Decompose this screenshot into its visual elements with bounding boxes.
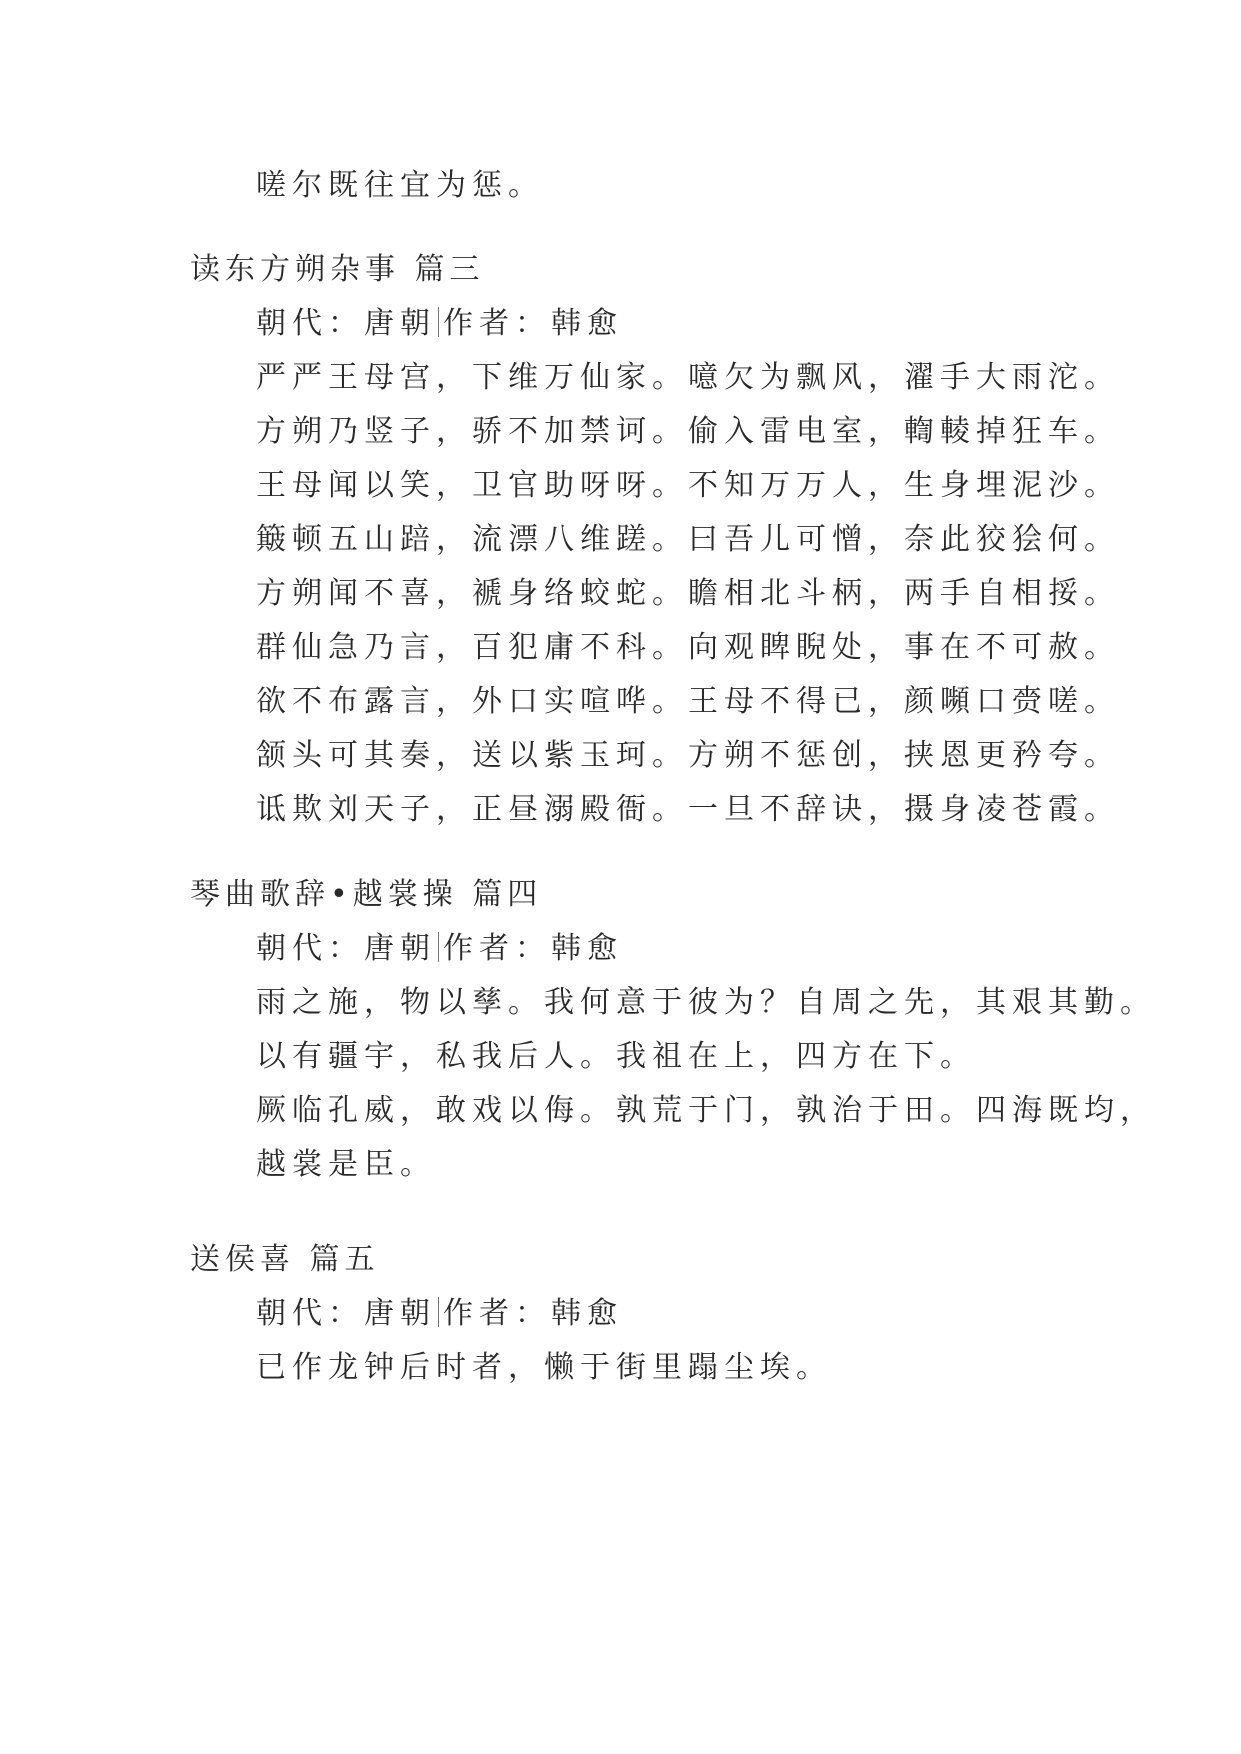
poem-meta xyxy=(256,929,623,969)
poem-line: 群仙急乃言，百犯庸不科。向观睥睨处，事在不可赦。 xyxy=(256,630,1120,665)
dynasty: 唐朝 xyxy=(364,1296,436,1331)
poem-meta xyxy=(256,304,623,344)
poem-line: 已作龙钟后时者，懒于街里蹋尘埃。 xyxy=(256,1350,832,1385)
poem-title-text: 读东方朔杂事 xyxy=(190,252,400,287)
author-label: 作者： xyxy=(443,1296,551,1331)
dynasty: 唐朝 xyxy=(364,306,436,341)
poem-part: 篇四 xyxy=(472,877,543,912)
dynasty-label: 朝代： xyxy=(256,931,364,966)
meta-separator xyxy=(438,1297,439,1327)
poem-line: 欲不布露言，外口实喧哗。王母不得已，颜嚬口赍嗟。 xyxy=(256,684,1120,719)
author-label: 作者： xyxy=(443,931,551,966)
poem-line: 簸顿五山踣，流漂八维蹉。曰吾儿可憎，奈此狡狯何。 xyxy=(256,522,1120,557)
poem-line: 诋欺刘天子，正昼溺殿衙。一旦不辞诀，摄身凌苍霞。 xyxy=(256,792,1120,827)
dynasty-label: 朝代： xyxy=(256,1296,364,1331)
poem-line: 王母闻以笑，卫官助呀呀。不知万万人，生身埋泥沙。 xyxy=(256,468,1120,503)
poem-line: 方朔闻不喜，褫身络蛟蛇。瞻相北斗柄，两手自相挼。 xyxy=(256,576,1120,611)
poem-line: 方朔乃竖子，骄不加禁诃。偷入雷电室，輷輘掉狂车。 xyxy=(256,414,1120,449)
poem-line: 以有疆宇，私我后人。我祖在上，四方在下。 xyxy=(256,1039,976,1074)
poem-line: 雨之施，物以孳。我何意于彼为？自周之先，其艰其勤。 xyxy=(256,985,1156,1020)
author: 韩愈 xyxy=(551,931,623,966)
author: 韩愈 xyxy=(551,306,623,341)
poem-part: 篇三 xyxy=(414,252,485,287)
meta-separator xyxy=(438,307,439,337)
poem-title xyxy=(190,250,485,290)
poem-line: 厥临孔威，敢戏以侮。孰荒于门，孰治于田。四海既均， xyxy=(256,1093,1156,1128)
intro-line: 嗟尔既往宜为惩。 xyxy=(256,168,544,203)
poem-title xyxy=(190,875,542,915)
poem-meta xyxy=(256,1294,623,1334)
poem-line: 颔头可其奏，送以紫玉珂。方朔不惩创，挟恩更矜夸。 xyxy=(256,738,1120,773)
poem-line: 越裳是臣。 xyxy=(256,1147,436,1182)
poem-title-text: 琴曲歌辞•越裳操 xyxy=(190,877,458,912)
author-label: 作者： xyxy=(443,306,551,341)
poem-part: 篇五 xyxy=(309,1242,380,1277)
poem-line: 严严王母宫，下维万仙家。噫欠为飘风，濯手大雨沱。 xyxy=(256,360,1120,395)
author: 韩愈 xyxy=(551,1296,623,1331)
dynasty: 唐朝 xyxy=(364,931,436,966)
poem-title-text: 送侯喜 xyxy=(190,1242,295,1277)
poem-title xyxy=(190,1240,380,1280)
meta-separator xyxy=(438,932,439,962)
dynasty-label: 朝代： xyxy=(256,306,364,341)
